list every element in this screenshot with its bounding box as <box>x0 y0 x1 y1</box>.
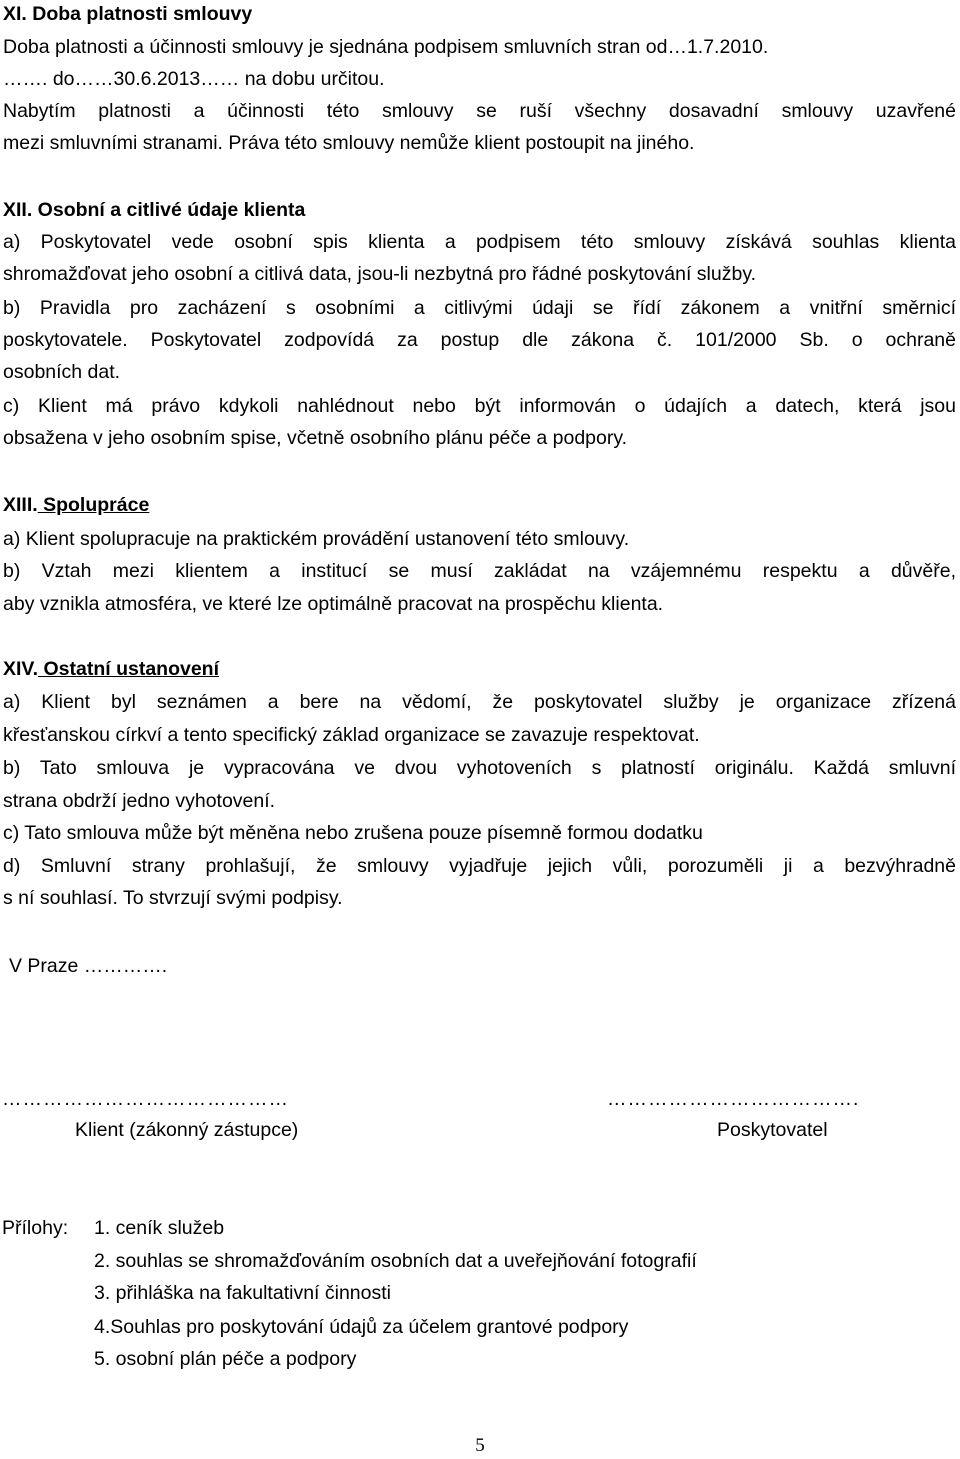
section-13-a-line-1: a) Klient spolupracuje na praktickém provádění ustanovení této smlouvy. <box>3 528 630 550</box>
section-12-c-line-1: c) Klient má právo kdykoli nahlédnout nebo být informován o údajích a datech, která jsou <box>3 395 956 417</box>
client-signature-line: …………………………………… <box>2 1088 289 1110</box>
section-13-heading <box>3 493 149 517</box>
section-13-number: XIII. <box>3 494 38 516</box>
attachment-item: 3. přihláška na fakultativní činnosti <box>94 1282 391 1304</box>
client-signature-label: Klient (zákonný zástupce) <box>75 1119 299 1141</box>
section-11-line-1: Doba platnosti a účinnosti smlouvy je sjednána podpisem smluvních stran od…1.7.2010. <box>3 36 769 58</box>
section-12-title: Osobní a citlivé údaje klienta <box>32 199 306 221</box>
section-14-b-line-2: strana obdrží jedno vyhotovení. <box>3 790 276 812</box>
section-12-b-line-3: osobních dat. <box>3 361 121 383</box>
attachment-item: 1. ceník služeb <box>94 1217 225 1239</box>
section-14-a-line-2: křesťanskou církví a tento specifický základ organizace se zavazuje respektovat. <box>3 724 700 746</box>
section-13-b-line-2: aby vznikla atmosféra, ve které lze optimálně pracovat na prospěchu klienta. <box>3 593 664 615</box>
section-14-b-line-1: b) Tato smlouva je vypracována ve dvou vyhotoveních s platností originálu. Každá smluvní <box>3 757 956 779</box>
section-12-c-line-2: obsažena v jeho osobním spise, včetně osobního plánu péče a podpory. <box>3 427 628 449</box>
section-13-b-line-1: b) Vztah mezi klientem a institucí se musí zakládat na vzájemnému respektu a důvěře, <box>3 560 956 582</box>
section-14-title: Ostatní ustanovení <box>38 658 220 680</box>
section-12-a-line-1: a) Poskytovatel vede osobní spis klienta a podpisem této smlouvy získává souhlas klienta <box>3 231 956 253</box>
section-13-title: Spolupráce <box>37 494 150 516</box>
provider-signature-label: Poskytovatel <box>717 1119 828 1141</box>
section-12-heading <box>3 198 305 222</box>
provider-signature-line: ………………………………. <box>607 1088 860 1110</box>
section-12-a-line-2: shromažďovat jeho osobní a citlivá data, jsou-li nezbytná pro řádné poskytování služby. <box>3 263 757 285</box>
section-12-number: XII. <box>3 199 33 221</box>
section-14-d-line-2: s ní souhlasí. To stvrzují svými podpisy. <box>3 887 343 909</box>
section-12-b-line-2: poskytovatele. Poskytovatel zodpovídá za postup dle zákona č. 101/2000 Sb. o ochraně <box>3 329 956 351</box>
section-11-line-2: ……. do……30.6.2013…… na dobu určitou. <box>3 68 385 90</box>
section-14-number: XIV. <box>3 658 39 680</box>
section-14-heading <box>3 657 219 681</box>
section-11-heading: XI. Doba platnosti smlouvy <box>3 3 253 25</box>
section-11-line-4: mezi smluvními stranami. Práva této smlouvy nemůže klient postoupit na jiného. <box>3 132 695 154</box>
attachments-label: Přílohy: <box>2 1217 69 1239</box>
section-14-c-line-1: c) Tato smlouva může být měněna nebo zrušena pouze písemně formou dodatku <box>3 822 703 844</box>
attachment-item: 4.Souhlas pro poskytování údajů za účelem grantové podpory <box>94 1316 629 1338</box>
section-14-a-line-1: a) Klient byl seznámen a bere na vědomí, že poskytovatel služby je organizace zřízená <box>3 691 956 713</box>
section-11-line-3: Nabytím platnosti a účinnosti této smlouvy se ruší všechny dosavadní smlouvy uzavřené <box>3 100 956 122</box>
page-number: 5 <box>475 1435 485 1456</box>
attachment-item: 5. osobní plán péče a podpory <box>94 1348 357 1370</box>
attachment-item: 2. souhlas se shromažďováním osobních dat a uveřejňování fotografií <box>94 1250 697 1272</box>
section-14-d-line-1: d) Smluvní strany prohlašují, že smlouvy vyjadřuje jejich vůli, porozuměli ji a bezvýhradně <box>3 855 956 877</box>
section-12-b-line-1: b) Pravidla pro zacházení s osobními a citlivými údaji se řídí zákonem a vnitřní směrnicí <box>3 297 956 319</box>
place-line: V Praze …………. <box>9 955 168 977</box>
